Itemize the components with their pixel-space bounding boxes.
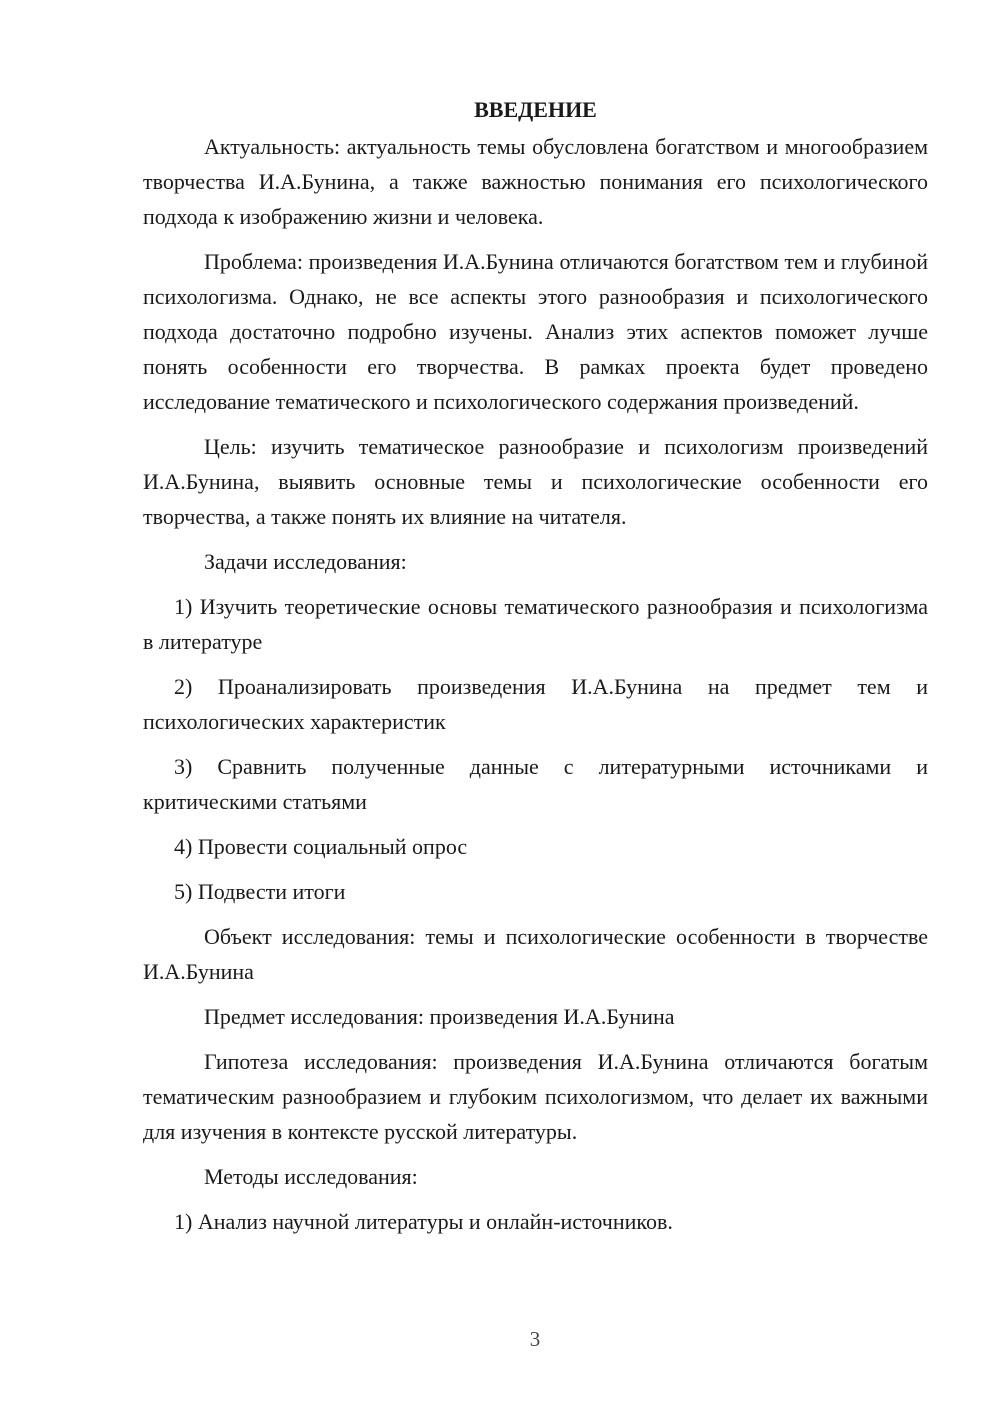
problem-paragraph: Проблема: произведения И.А.Бунина отличаются богатством тем и глубиной психологизма. Однако, не все аспекты этого разнообразия и психологического подхода достаточно подробно изучены. Анализ этих аспектов поможет лучше понять особенности его творчества. В рамках проекта будет проведено исследование тематического и психологического содержания произведений. (143, 249, 928, 414)
object-paragraph: Объект исследования: темы и психологические особенности в творчестве И.А.Бунина (143, 924, 928, 984)
document-page (143, 92, 928, 1249)
subject-paragraph: Предмет исследования: произведения И.А.Бунина (204, 1004, 675, 1029)
section-heading: ВВЕДЕНИЕ (474, 97, 597, 122)
task-item-1: 1) Изучить теоретические основы тематического разнообразия и психологизма в литературе (143, 594, 928, 654)
task-item-5: 5) Подвести итоги (174, 879, 346, 904)
task-item-4: 4) Провести социальный опрос (174, 834, 468, 859)
methods-title: Методы исследования: (204, 1164, 418, 1189)
method-item-1: 1) Анализ научной литературы и онлайн-источников. (174, 1209, 673, 1234)
goal-paragraph: Цель: изучить тематическое разнообразие и психологизм произведений И.А.Бунина, выявить основные темы и психологические особенности его творчества, а также понять их влияние на читателя. (143, 434, 928, 529)
task-item-2: 2) Проанализировать произведения И.А.Бунина на предмет тем и психологических характеристик (143, 674, 928, 734)
relevance-paragraph: Актуальность: актуальность темы обусловлена богатством и многообразием творчества И.А.Бунина, а также важностью понимания его психологического подхода к изображению жизни и человека. (143, 134, 928, 229)
hypothesis-paragraph: Гипотеза исследования: произведения И.А.Бунина отличаются богатым тематическим разнообразием и глубоким психологизмом, что делает их важными для изучения в контексте русской литературы. (143, 1049, 928, 1144)
tasks-title: Задачи исследования: (204, 549, 407, 574)
page-number: 3 (529, 1327, 541, 1351)
task-item-3: 3) Сравнить полученные данные с литературными источниками и критическими статьями (143, 754, 928, 814)
